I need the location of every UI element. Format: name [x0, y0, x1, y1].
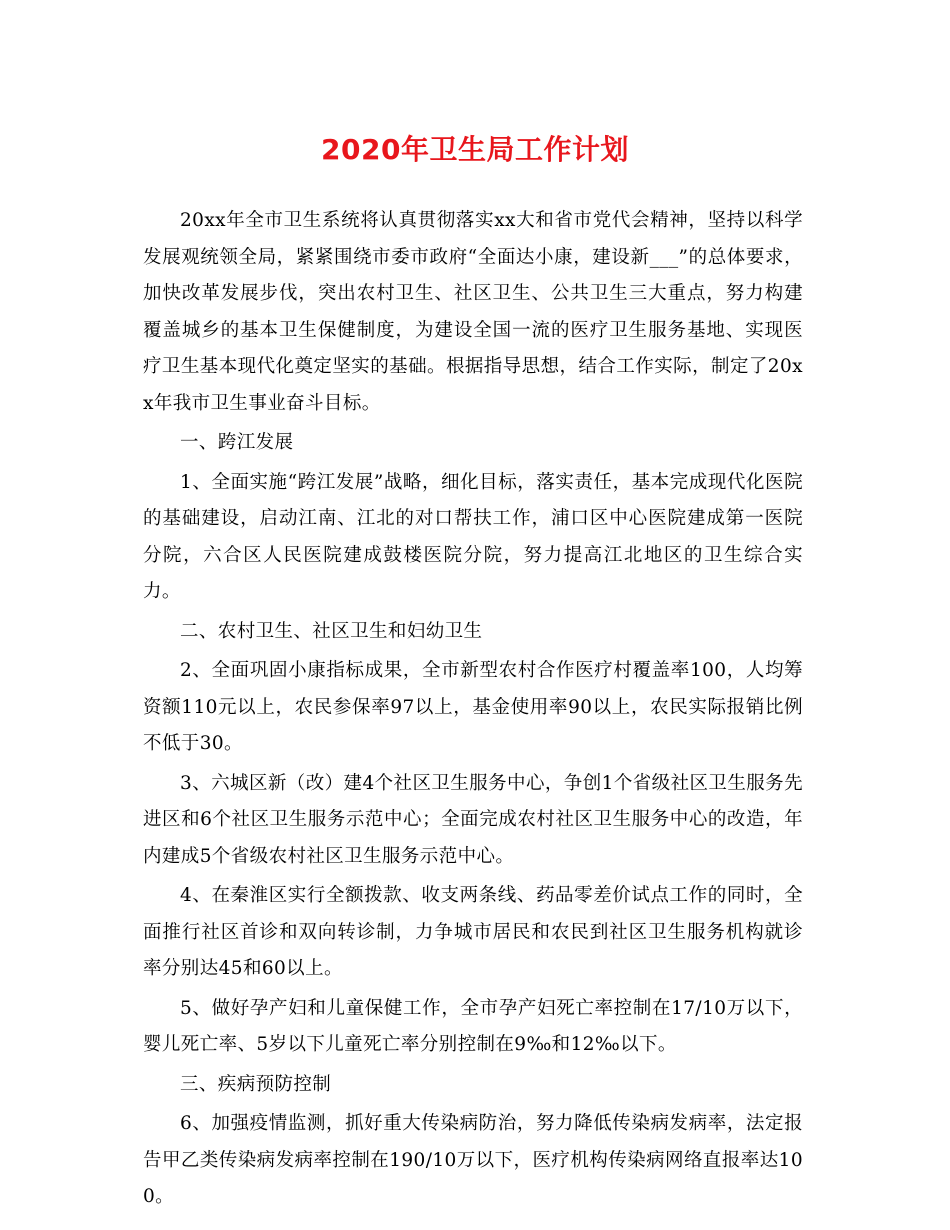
document-body: [143, 203, 803, 1219]
section-heading-1: 一、跨江发展: [180, 432, 294, 453]
item-paragraph-6: 6、加强疫情监测，抓好重大传染病防治，努力降低传染病发病率，法定报告甲乙类传染病发病率控制在190/10万以下，医疗机构传染病网络直报率达100。: [143, 1113, 803, 1207]
item-paragraph-1: 1、全面实施“跨江发展”战略，细化目标，落实责任，基本完成现代化医院的基础建设，启动江南、江北的对口帮扶工作，浦口区中心医院建成第一医院分院，六合区人民医院建成鼓楼医院分院，努力提高江北地区的卫生综合实力。: [143, 471, 803, 602]
item-paragraph-4: 4、在秦淮区实行全额拨款、收支两条线、药品零差价试点工作的同时，全面推行社区首诊和双向转诊制，力争城市居民和农民到社区卫生服务机构就诊率分别达45和60以上。: [143, 885, 803, 979]
item-paragraph-3: 3、六城区新（改）建4个社区卫生服务中心，争创1个省级社区卫生服务先进区和6个社区卫生服务示范中心；全面完成农村社区卫生服务中心的改造，年内建成5个省级农村社区卫生服务示范中心。: [143, 772, 803, 867]
section-heading-3: 三、疾病预防控制: [180, 1073, 332, 1095]
item-paragraph-2: 2、全面巩固小康指标成果，全市新型农村合作医疗村覆盖率100，人均筹资额110元以上，农民参保率97以上，基金使用率90以上，农民实际报销比例不低于30。: [143, 660, 803, 754]
intro-paragraph: 20xx年全市卫生系统将认真贯彻落实xx大和省市党代会精神，坚持以科学发展观统领全局，紧紧围绕市委市政府“全面达小康，建设新___”的总体要求，加快改革发展步伐，突出农村卫生、社区卫生、公共卫生三大重点，努力构建覆盖城乡的基本卫生保健制度，为建设全国一流的医疗卫生服务基地、实现医疗卫生基本现代化奠定坚实的基础。根据指导思想，结合工作实际，制定了20xx年我市卫生事业奋斗目标。: [143, 210, 803, 414]
section-heading-2: 二、农村卫生、社区卫生和妇幼卫生: [180, 620, 483, 642]
item-paragraph-5: 5、做好孕产妇和儿童保健工作，全市孕产妇死亡率控制在17/10万以下，婴儿死亡率、5岁以下儿童死亡率分别控制在9‰和12‰以下。: [143, 997, 803, 1055]
document-title: 2020年卫生局工作计划: [321, 133, 629, 166]
